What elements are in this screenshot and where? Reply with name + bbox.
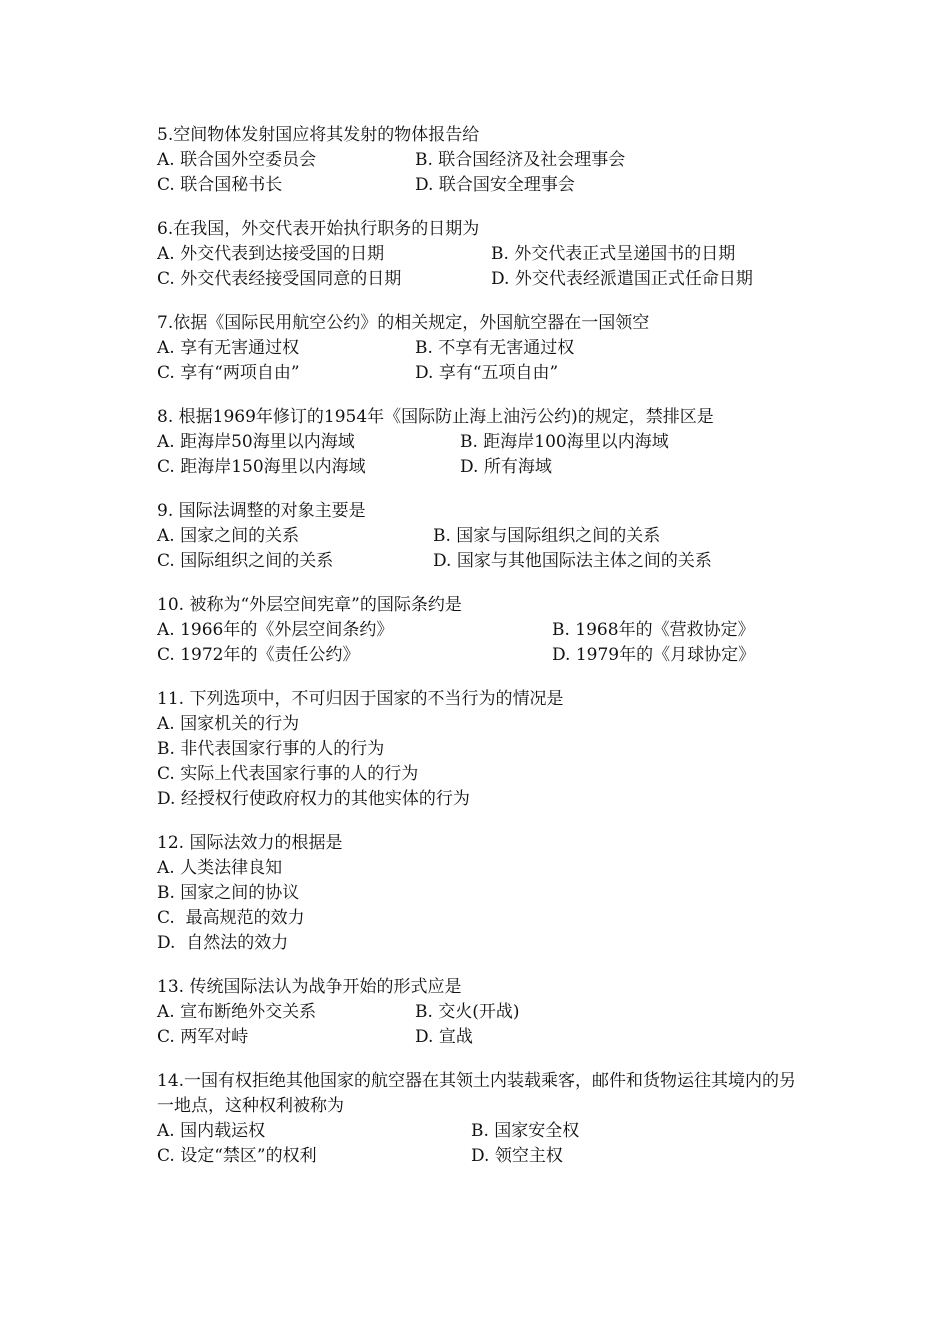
option-row — [157, 455, 817, 480]
option-a: A. 外交代表到达接受国的日期 — [157, 244, 385, 264]
question-stem: 9. 国际法调整的对象主要是 — [157, 501, 366, 521]
option-a: A. 距海岸50海里以内海域 — [157, 432, 355, 452]
option-b: B. 不享有无害通过权 — [415, 338, 575, 358]
option-a: A. 享有无害通过权 — [157, 338, 300, 358]
option-a: A. 人类法律良知 — [157, 858, 283, 878]
option-row — [157, 1000, 817, 1025]
option-row — [157, 618, 817, 643]
option-b: B. 国家之间的协议 — [157, 883, 300, 903]
option-b: B. 1968年的《营救协定》 — [552, 620, 755, 640]
option-b: B. 距海岸100海里以内海域 — [460, 432, 669, 452]
option-d: D. 外交代表经派遣国正式任命日期 — [491, 269, 753, 289]
option-a: A. 国家机关的行为 — [157, 714, 300, 734]
option-row — [157, 148, 817, 173]
option-row — [157, 643, 817, 668]
option-c: C. 两军对峙 — [157, 1027, 249, 1047]
option-d: D. 1979年的《月球协定》 — [552, 645, 756, 665]
option-row — [157, 173, 817, 198]
option-c: C. 实际上代表国家行事的人的行为 — [157, 764, 419, 784]
question-stem: 12. 国际法效力的根据是 — [157, 833, 343, 853]
option-b: B. 非代表国家行事的人的行为 — [157, 739, 385, 759]
option-d: D. 国家与其他国际法主体之间的关系 — [433, 551, 712, 571]
question-14 — [157, 1069, 817, 1169]
question-stem: 11. 下列选项中，不可归因于国家的不当行为的情况是 — [157, 689, 564, 709]
question-11 — [157, 687, 817, 812]
option-row — [157, 524, 817, 549]
option-c: C. 设定“禁区”的权利 — [157, 1146, 317, 1166]
question-6 — [157, 217, 817, 292]
option-row — [157, 1144, 817, 1169]
option-d: D. 享有“五项自由” — [415, 363, 559, 383]
option-a: A. 1966年的《外层空间条约》 — [157, 620, 394, 640]
option-c: C. 享有“两项自由” — [157, 363, 300, 383]
option-a: A. 国内载运权 — [157, 1121, 266, 1141]
option-b: B. 国家与国际组织之间的关系 — [433, 526, 661, 546]
option-row — [157, 361, 817, 386]
question-stem: 10. 被称为“外层空间宪章”的国际条约是 — [157, 595, 462, 615]
question-stem: 5.空间物体发射国应将其发射的物体报告给 — [157, 125, 480, 145]
option-b: B. 交火(开战) — [415, 1002, 520, 1022]
question-13 — [157, 975, 817, 1050]
option-c: C. 最高规范的效力 — [157, 908, 305, 928]
option-row — [157, 267, 817, 292]
option-d: D. 自然法的效力 — [157, 933, 289, 953]
option-a: A. 联合国外空委员会 — [157, 150, 317, 170]
question-10 — [157, 593, 817, 668]
option-d: D. 领空主权 — [471, 1146, 563, 1166]
option-d: D. 经授权行使政府权力的其他实体的行为 — [157, 789, 470, 809]
question-5 — [157, 123, 817, 198]
option-b: B. 国家安全权 — [471, 1121, 580, 1141]
question-12 — [157, 831, 817, 956]
option-c: C. 国际组织之间的关系 — [157, 551, 334, 571]
option-a: A. 国家之间的关系 — [157, 526, 300, 546]
question-7 — [157, 311, 817, 386]
option-b: B. 外交代表正式呈递国书的日期 — [491, 244, 736, 264]
option-c: C. 外交代表经接受国同意的日期 — [157, 269, 402, 289]
question-9 — [157, 499, 817, 574]
question-8 — [157, 405, 817, 480]
option-c: C. 距海岸150海里以内海域 — [157, 457, 366, 477]
question-stem: 6.在我国，外交代表开始执行职务的日期为 — [157, 219, 480, 239]
option-row — [157, 336, 817, 361]
option-row — [157, 1025, 817, 1050]
option-c: C. 联合国秘书长 — [157, 175, 283, 195]
option-c: C. 1972年的《责任公约》 — [157, 645, 360, 665]
exam-page — [157, 123, 817, 1188]
question-stem: 7.依据《国际民用航空公约》的相关规定，外国航空器在一国领空 — [157, 313, 650, 333]
option-b: B. 联合国经济及社会理事会 — [415, 150, 626, 170]
option-row — [157, 242, 817, 267]
option-row — [157, 549, 817, 574]
question-stem: 14.一国有权拒绝其他国家的航空器在其领土内装载乘客，邮件和货物运往其境内的另一地点，这种权利被称为 — [157, 1071, 797, 1116]
question-stem: 13. 传统国际法认为战争开始的形式应是 — [157, 977, 462, 997]
option-a: A. 宣布断绝外交关系 — [157, 1002, 317, 1022]
option-d: D. 联合国安全理事会 — [415, 175, 575, 195]
option-row — [157, 430, 817, 455]
option-row — [157, 1119, 817, 1144]
option-d: D. 宣战 — [415, 1027, 473, 1047]
question-stem: 8. 根据1969年修订的1954年《国际防止海上油污公约)的规定，禁排区是 — [157, 407, 714, 427]
option-d: D. 所有海域 — [460, 457, 552, 477]
